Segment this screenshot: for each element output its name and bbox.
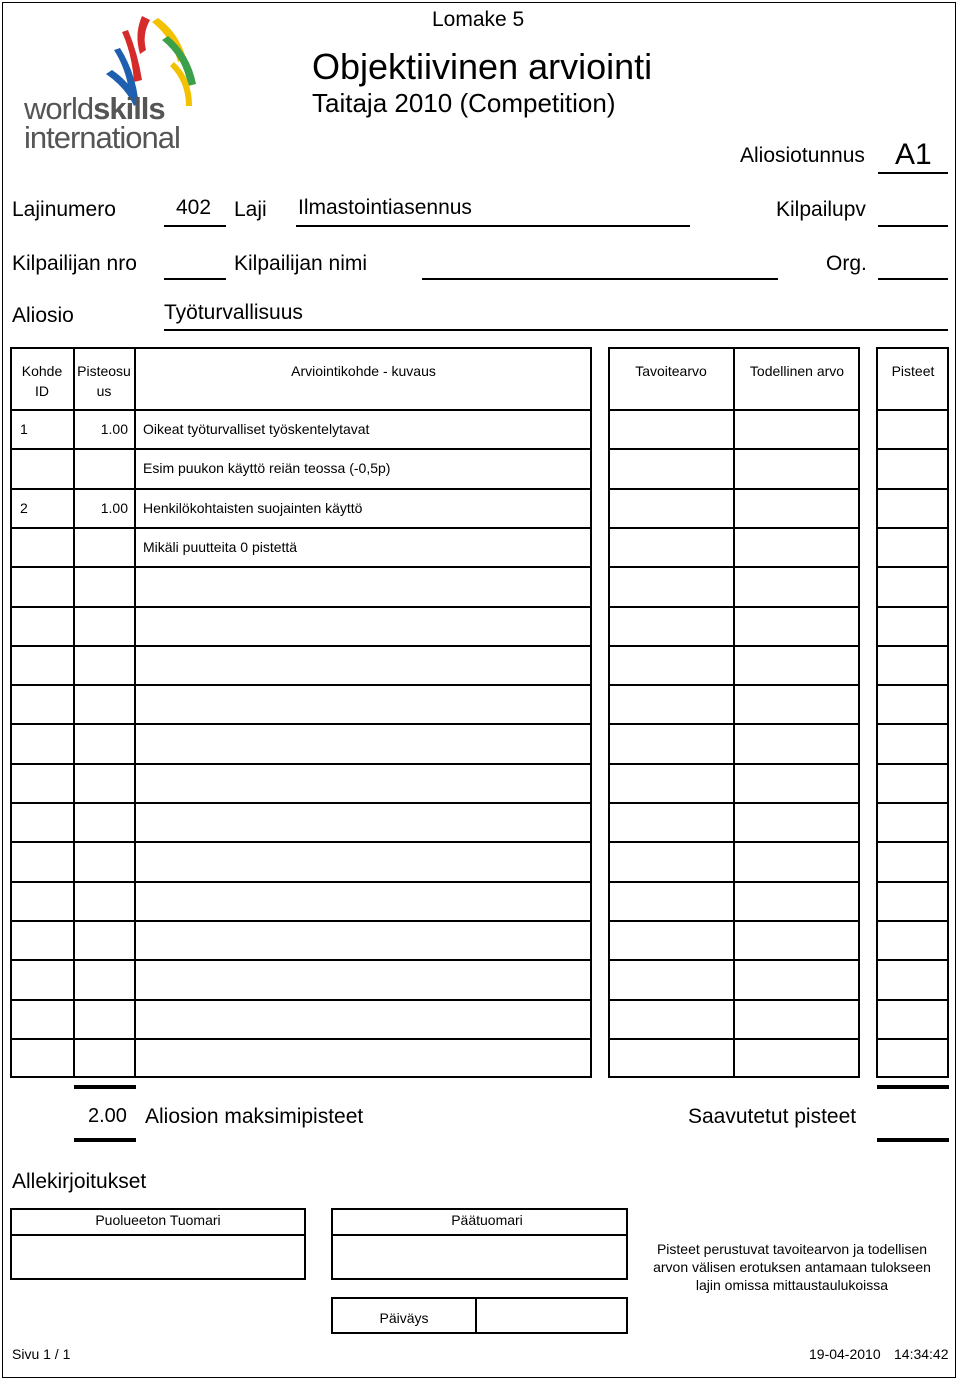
row-divider <box>608 763 860 765</box>
row-divider <box>10 802 592 804</box>
note-line2: arvon välisen erotuksen antamaan tulokseen <box>653 1259 931 1275</box>
judge2-signature-field[interactable] <box>333 1236 626 1278</box>
body-divider-target <box>733 409 735 1078</box>
body-divider-score <box>134 409 136 1078</box>
row-divider <box>608 488 860 490</box>
note-line1: Pisteet perustuvat tavoitearvon ja todellisen <box>656 1241 928 1257</box>
kilpailijan-nimi-underline <box>422 278 778 280</box>
row-divider <box>876 841 949 843</box>
row-divider <box>10 723 592 725</box>
worldskills-logo <box>22 14 197 159</box>
row-divider <box>608 527 860 529</box>
row-divider <box>608 999 860 1001</box>
row-divider <box>10 841 592 843</box>
laji-underline <box>296 225 690 227</box>
header-points: Pisteet <box>891 363 935 379</box>
laji-label: Laji <box>234 198 267 221</box>
row-divider <box>876 1038 949 1040</box>
row-divider <box>876 606 949 608</box>
footer-date: 19-04-2010 <box>809 1346 881 1362</box>
row-divider <box>876 645 949 647</box>
row-desc: Mikäli puutteita 0 pistettä <box>143 539 298 555</box>
row-score: 1.00 <box>100 421 128 437</box>
table-body-right <box>876 409 949 1078</box>
kilpailupv-underline <box>878 225 948 227</box>
row-divider <box>876 684 949 686</box>
row-divider <box>876 959 949 961</box>
achieved-double-rule-bottom <box>877 1138 949 1142</box>
row-desc: Henkilökohtaisten suojainten käyttö <box>143 500 363 516</box>
row-divider <box>10 448 592 450</box>
header-score <box>75 361 133 401</box>
header-score-line1: Pisteosu <box>77 363 131 379</box>
signatures-title: Allekirjoitukset <box>12 1170 147 1193</box>
row-divider <box>10 645 592 647</box>
max-score-double-rule-bottom <box>74 1138 136 1142</box>
header-actual: Todellinen arvo <box>749 363 845 379</box>
row-divider <box>10 959 592 961</box>
row-divider <box>10 881 592 883</box>
page-title: Objektiivinen arviointi <box>312 46 653 87</box>
row-divider <box>876 527 949 529</box>
lajinumero-value: 402 <box>176 196 212 219</box>
row-divider <box>10 999 592 1001</box>
row-divider <box>876 448 949 450</box>
body-divider-id <box>73 409 75 1078</box>
sheet-label: Lomake 5 <box>432 8 525 31</box>
lajinumero-underline <box>164 225 226 227</box>
org-label: Org. <box>826 252 867 275</box>
header-id <box>12 361 72 401</box>
row-divider <box>876 920 949 922</box>
row-divider <box>10 566 592 568</box>
row-divider <box>876 881 949 883</box>
row-desc: Oikeat työturvalliset työskentelytavat <box>143 421 370 437</box>
row-desc: Esim puukon käyttö reiän teossa (-0,5p) <box>143 460 391 476</box>
row-divider <box>10 527 592 529</box>
kilpailupv-label: Kilpailupv <box>776 198 866 221</box>
aliosio-label: Aliosio <box>12 304 74 327</box>
row-divider <box>608 881 860 883</box>
row-divider <box>608 645 860 647</box>
row-divider <box>10 488 592 490</box>
row-divider <box>876 763 949 765</box>
row-divider <box>876 566 949 568</box>
row-divider <box>10 1038 592 1040</box>
row-divider <box>608 606 860 608</box>
row-divider <box>608 723 860 725</box>
logo-text: worldskills international <box>24 91 180 155</box>
lajinumero-label: Lajinumero <box>12 198 116 221</box>
org-underline <box>878 278 948 280</box>
row-divider <box>10 684 592 686</box>
date-label: Päiväys <box>379 1310 429 1326</box>
row-divider <box>608 959 860 961</box>
achieved-double-rule-top <box>877 1085 949 1089</box>
aliosiotunnus-label: Aliosiotunnus <box>740 144 865 167</box>
judge2-label: Päätuomari <box>451 1212 523 1228</box>
row-divider <box>608 841 860 843</box>
footer-page: Sivu 1 / 1 <box>12 1346 71 1362</box>
row-divider <box>876 802 949 804</box>
aliosiotunnus-underline <box>878 172 948 174</box>
row-divider <box>10 606 592 608</box>
kilpailijan-nimi-label: Kilpailijan nimi <box>234 252 368 275</box>
row-divider <box>608 920 860 922</box>
max-score-double-rule <box>74 1085 136 1089</box>
max-score-label: Aliosion maksimipisteet <box>145 1105 364 1128</box>
row-divider <box>608 1038 860 1040</box>
header-id-line1: Kohde <box>21 363 63 379</box>
laji-value: Ilmastointiasennus <box>298 196 472 219</box>
date-field[interactable] <box>478 1299 626 1332</box>
row-score: 1.00 <box>100 500 128 516</box>
header-desc: Arviointikohde - kuvaus <box>291 363 436 379</box>
row-divider <box>876 723 949 725</box>
footer-time: 14:34:42 <box>894 1346 949 1362</box>
header-score-line2: us <box>96 383 112 399</box>
judge1-label: Puolueeton Tuomari <box>95 1212 221 1228</box>
row-divider <box>876 488 949 490</box>
row-divider <box>876 999 949 1001</box>
aliosio-underline <box>164 329 948 331</box>
page-subtitle: Taitaja 2010 (Competition) <box>312 88 616 118</box>
aliosiotunnus-value: A1 <box>895 138 932 171</box>
aliosio-value: Työturvallisuus <box>164 301 303 324</box>
row-divider <box>608 684 860 686</box>
row-divider <box>608 448 860 450</box>
kilpailijan-nro-label: Kilpailijan nro <box>12 252 137 275</box>
row-id: 2 <box>20 500 28 516</box>
row-id: 1 <box>20 421 28 437</box>
kilpailijan-nro-underline <box>164 278 226 280</box>
note-line3: lajin omissa mittaustaulukoissa <box>695 1277 889 1293</box>
achieved-score-label: Saavutetut pisteet <box>688 1105 857 1128</box>
row-divider <box>608 566 860 568</box>
judge1-signature-field[interactable] <box>12 1236 304 1278</box>
row-divider <box>10 763 592 765</box>
header-id-line2: ID <box>35 383 49 399</box>
header-target: Tavoitearvo <box>635 363 707 379</box>
note-text <box>644 1240 940 1294</box>
row-divider <box>608 802 860 804</box>
row-divider <box>10 920 592 922</box>
date-divider <box>475 1297 477 1334</box>
max-score-value: 2.00 <box>88 1105 127 1127</box>
